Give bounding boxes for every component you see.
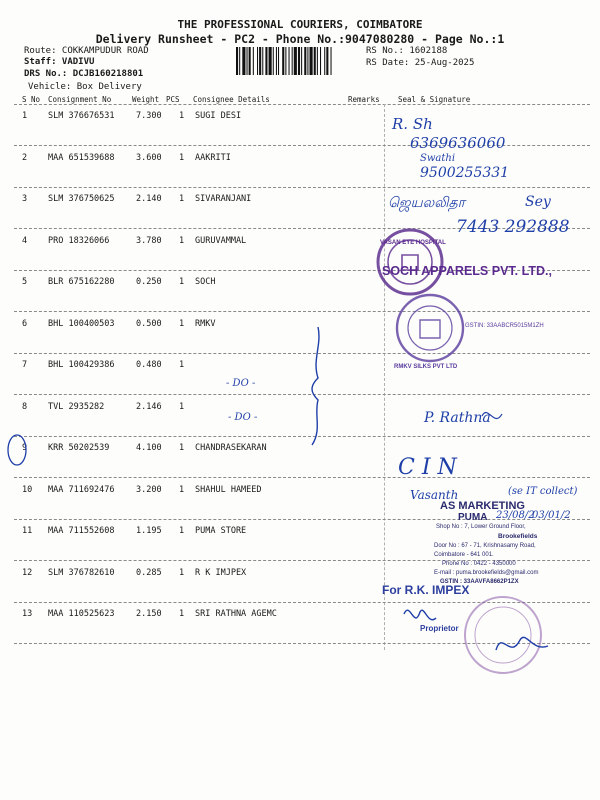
row-weight: 3.780 [136, 235, 162, 246]
row-sno: 7 [22, 360, 28, 370]
row-pcs: 1 [179, 152, 185, 163]
row-weight: 3.600 [136, 152, 162, 163]
row1-signature: R. Sh [392, 115, 433, 133]
staff-label: Staff: VADIVU [24, 57, 95, 67]
col-consignee: Consignee Details [193, 95, 270, 104]
row10-date-2: 03/01/2 [532, 510, 571, 521]
route-label: Route: COKKAMPUDUR ROAD [24, 46, 149, 56]
row-pcs: 1 [179, 484, 185, 495]
row-weight: 2.150 [136, 609, 162, 619]
row-sno: 2 [22, 152, 28, 163]
puma-stamp-name: PUMA [458, 512, 488, 523]
rk-impex-proprietor: Proprietor [420, 624, 459, 633]
row-consignment-no: PRO 18326066 [48, 235, 110, 246]
puma-stamp-line3: Door No : 67 - 71, Krishnasamy Road, [434, 543, 536, 549]
rk-impex-stamp: For R.K. IMPEX [382, 583, 470, 597]
puma-stamp-company: AS MARKETING [440, 500, 525, 512]
row1-phone: 6369636060 [410, 134, 506, 152]
rmkv-round-stamp [397, 295, 463, 361]
row-sno: 9 [22, 443, 28, 453]
row-sno: 3 [22, 194, 28, 204]
row-consignment-no: MAA 711692476 [48, 484, 115, 495]
row-consignment-no: MAA 711552608 [48, 526, 115, 536]
row-consignee: SUGI DESI [195, 111, 242, 121]
rs-number: RS No.: 1602188 [366, 46, 448, 56]
row-consignment-no: SLM 376676531 [48, 111, 115, 121]
row2-name: Swathi [420, 153, 456, 164]
col-seal: Seal & Signature [398, 95, 471, 104]
row-pcs: 1 [179, 443, 185, 453]
row-sno: 6 [22, 318, 28, 329]
row-sno: 8 [22, 401, 28, 412]
row-pcs: 1 [179, 567, 185, 578]
row9-signature: C I N [398, 455, 457, 480]
row-pcs: 1 [179, 360, 185, 370]
col-sno: S No [22, 95, 41, 104]
rmkv-gstin-text: GSTIN: 33AABCR5015M1ZH [465, 323, 544, 329]
row-pcs: 1 [179, 318, 185, 329]
row3-name: ஜெயலலிதா [388, 195, 465, 211]
col-consignment: Consignment No [48, 95, 112, 104]
puma-stamp-line5: Phone No : 0422 - 4350000 [442, 561, 516, 567]
row-pcs: 1 [179, 526, 185, 536]
row-pcs: 1 [179, 401, 185, 412]
row-consignee: SRI RATHNA AGEMC [195, 609, 277, 619]
row-consignee: CHANDRASEKARAN [195, 443, 267, 453]
rmkv-ring-text: RMKV SILKS PVT LTD [394, 364, 458, 370]
row-consignee: RMKV [195, 318, 216, 329]
ditto-row7: - DO - [226, 378, 256, 389]
row-weight: 2.146 [136, 401, 162, 412]
soch-stamp-text: SOCH APPARELS PVT. LTD., [382, 264, 552, 278]
row3-extra: Sey [525, 194, 551, 210]
row8-signature: P. Rathna [424, 410, 491, 426]
row-pcs: 1 [179, 609, 185, 619]
row-consignee: PUMA STORE [195, 526, 247, 536]
row-pcs: 1 [179, 235, 185, 246]
row-pcs: 1 [179, 194, 185, 204]
row-pcs: 1 [179, 277, 185, 287]
puma-stamp-line2: Brookefields [498, 533, 538, 540]
col-weight: Weight [132, 95, 160, 104]
row-weight: 3.200 [136, 484, 162, 495]
row-sno: 13 [22, 609, 33, 619]
row-consignment-no: BLR 675162280 [48, 277, 115, 287]
row-weight: 7.300 [136, 111, 162, 121]
row-weight: 0.480 [136, 360, 162, 370]
row-weight: 4.100 [136, 443, 162, 453]
row10-note: (se IT collect) [508, 486, 578, 497]
vehicle-label: Vehicle: Box Delivery [28, 82, 142, 92]
puma-stamp-line4: Coimbatore - 641 001. [434, 552, 494, 558]
row-consignment-no: BHL 100429386 [48, 360, 115, 370]
ditto-row8: - DO - [228, 412, 258, 423]
row-weight: 1.195 [136, 526, 162, 536]
col-pcs: PCS [166, 95, 180, 104]
row-consignment-no: MAA 651539688 [48, 152, 115, 163]
row-sno: 12 [22, 567, 33, 578]
row-consignment-no: MAA 110525623 [48, 609, 115, 619]
row-consignee: SHAHUL HAMEED [195, 484, 262, 495]
row-consignment-no: BHL 100400503 [48, 318, 115, 329]
row-pcs: 1 [179, 111, 185, 121]
eye-hospital-text: VASAN EYE HOSPITAL [380, 240, 446, 246]
row-weight: 0.500 [136, 318, 162, 329]
puma-stamp-line6: E-mail : puma.brookefields@gmail.com [434, 570, 539, 576]
row10-signature: Vasanth [410, 488, 459, 502]
round-seal-bottom [465, 597, 541, 673]
puma-stamp-line1: Shop No : 7, Lower Ground Floor, [436, 524, 526, 530]
rk-impex-signature [404, 610, 436, 620]
row-sno: 5 [22, 277, 28, 287]
drs-number: DRS No.: DCJB160218801 [24, 69, 144, 79]
row-consignee: SIVARANJANI [195, 194, 252, 204]
row-consignment-no: TVL 2935282 [48, 401, 105, 412]
row-sno: 4 [22, 235, 28, 246]
brace-mark [312, 327, 319, 445]
row-sno: 11 [22, 526, 33, 536]
row3-phone: 7443 292888 [456, 217, 570, 237]
row-weight: 0.250 [136, 277, 162, 287]
row-consignee: GURUVAMMAL [195, 235, 247, 246]
row-consignee: R K IMJPEX [195, 567, 247, 578]
row-weight: 2.140 [136, 194, 162, 204]
col-remarks: Remarks [348, 95, 380, 104]
row-consignee: AAKRITI [195, 152, 231, 163]
row10-date: 23/08/2 [496, 510, 535, 521]
row-consignee: SOCH [195, 277, 216, 287]
row2-phone: 9500255331 [420, 165, 510, 181]
row-sno: 1 [22, 111, 28, 121]
row9-circle-mark [8, 435, 26, 465]
row-weight: 0.285 [136, 567, 162, 578]
rs-date: RS Date: 25-Aug-2025 [366, 58, 475, 68]
puma-stamp-line7: GSTIN : 33AAVFA8662P1ZX [440, 579, 519, 585]
row-consignment-no: SLM 376750625 [48, 194, 115, 204]
row-sno: 10 [22, 484, 33, 495]
runsheet-title: Delivery Runsheet - PC2 - Phone No.:9047080280 - Page No.:1 [95, 32, 505, 46]
company-title: THE PROFESSIONAL COURIERS, COIMBATORE [177, 18, 423, 31]
row-consignment-no: KRR 50202539 [48, 443, 110, 453]
row-consignment-no: SLM 376782610 [48, 567, 115, 578]
